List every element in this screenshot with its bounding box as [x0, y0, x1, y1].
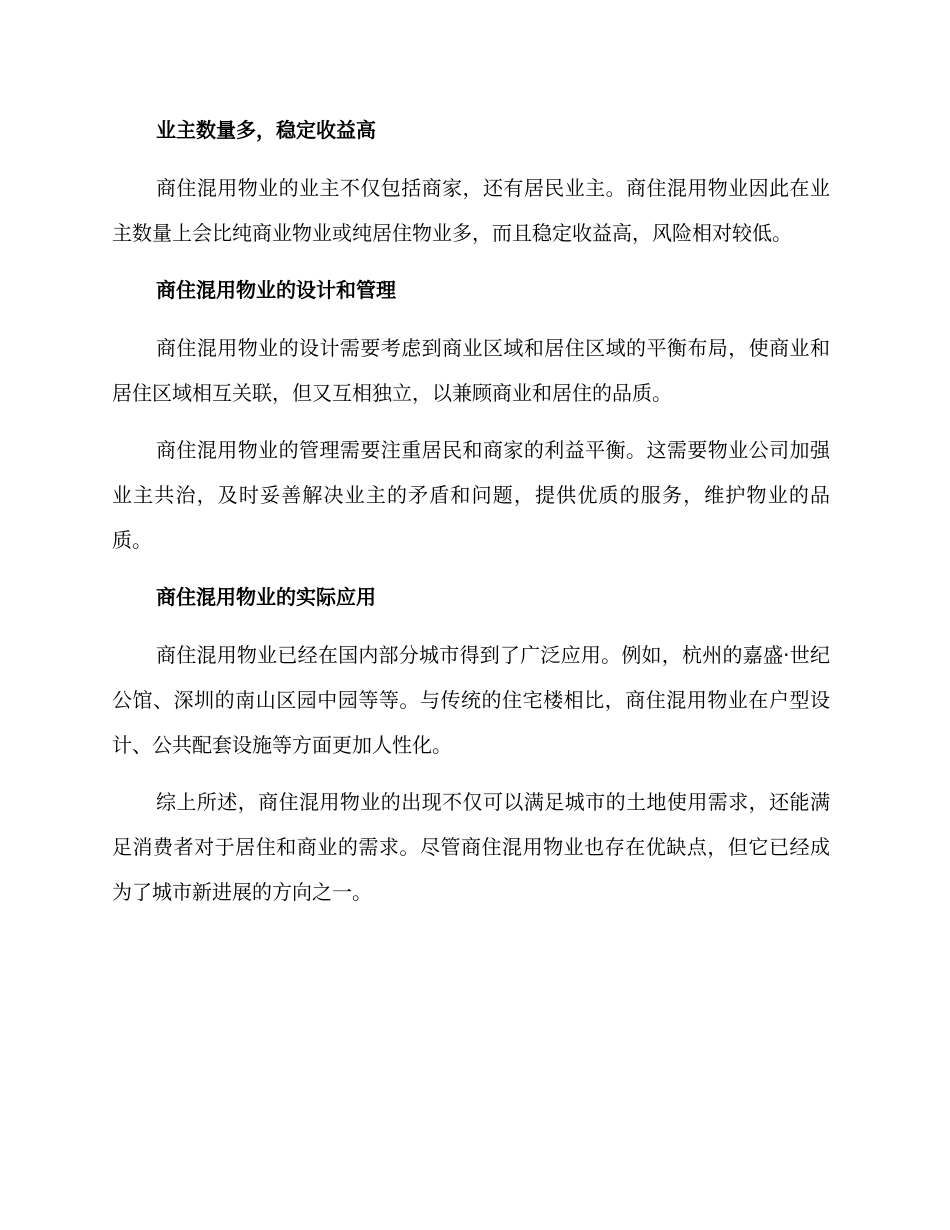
- section-heading-application: 商住混用物业的实际应用: [156, 585, 376, 609]
- paragraph-owners: 商住混用物业的业主不仅包括商家，还有居民业主。商住混用物业因此在业主数量上会比纯商业物业或纯居住物业多，而且稳定收益高，风险相对较低。: [112, 176, 830, 245]
- section-heading-design-management: 商住混用物业的设计和管理: [156, 278, 396, 302]
- section-heading-owners: 业主数量多，稳定收益高: [156, 118, 376, 142]
- paragraph-management: 商住混用物业的管理需要注重居民和商家的利益平衡。这需要物业公司加强业主共治，及时妥善解决业主的矛盾和问题，提供优质的服务，维护物业的品质。: [112, 438, 830, 552]
- paragraph-application: 商住混用物业已经在国内部分城市得到了广泛应用。例如，杭州的嘉盛·世纪公馆、深圳的南山区园中园等等。与传统的住宅楼相比，商住混用物业在户型设计、公共配套设施等方面更加人性化。: [112, 643, 830, 757]
- paragraph-design: 商住混用物业的设计需要考虑到商业区域和居住区域的平衡布局，使商业和居住区域相互关联，但又互相独立，以兼顾商业和居住的品质。: [112, 336, 830, 405]
- document-page: [112, 108, 830, 927]
- paragraph-conclusion: 综上所述，商住混用物业的出现不仅可以满足城市的土地使用需求，还能满足消费者对于居住和商业的需求。尽管商住混用物业也存在优缺点，但它已经成为了城市新进展的方向之一。: [112, 790, 830, 904]
